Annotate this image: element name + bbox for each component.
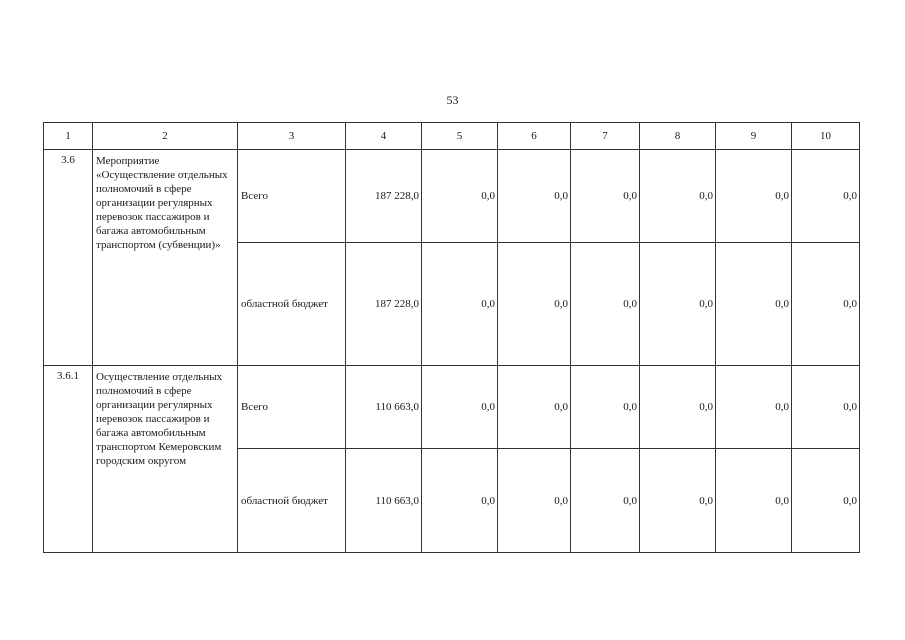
value-cell: 0,0 — [422, 150, 498, 243]
column-header: 5 — [422, 123, 498, 150]
value-cell: 0,0 — [498, 366, 571, 449]
funding-source: Всего — [238, 150, 346, 243]
item-title: Осуществление отдельных полномочий в сфере организации регулярных перевозок пассажиров и багажа автомобильным транспортом Кемеровским городским округом — [93, 366, 238, 553]
table-row — [44, 366, 860, 449]
funding-source: областной бюджет — [238, 243, 346, 366]
budget-table — [43, 122, 860, 553]
value-cell: 0,0 — [792, 449, 860, 553]
column-header: 9 — [716, 123, 792, 150]
value-cell: 0,0 — [716, 243, 792, 366]
value-cell: 0,0 — [498, 243, 571, 366]
value-cell: 0,0 — [716, 449, 792, 553]
value-cell: 0,0 — [792, 243, 860, 366]
value-cell: 0,0 — [571, 150, 640, 243]
item-title: Мероприятие «Осуществление отдельных полномочий в сфере организации регулярных перевозок пассажиров и багажа автомобильным транспортом (субвенции)» — [93, 150, 238, 366]
item-code: 3.6.1 — [44, 366, 93, 553]
value-cell: 0,0 — [640, 243, 716, 366]
value-cell: 110 663,0 — [346, 366, 422, 449]
column-header: 6 — [498, 123, 571, 150]
value-cell: 0,0 — [716, 366, 792, 449]
column-header: 3 — [238, 123, 346, 150]
value-cell: 187 228,0 — [346, 243, 422, 366]
value-cell: 0,0 — [498, 150, 571, 243]
column-header: 4 — [346, 123, 422, 150]
column-header: 10 — [792, 123, 860, 150]
value-cell: 0,0 — [422, 243, 498, 366]
value-cell: 0,0 — [640, 366, 716, 449]
value-cell: 0,0 — [792, 366, 860, 449]
item-code: 3.6 — [44, 150, 93, 366]
value-cell: 0,0 — [498, 449, 571, 553]
value-cell: 110 663,0 — [346, 449, 422, 553]
table-row — [44, 150, 860, 243]
value-cell: 0,0 — [792, 150, 860, 243]
value-cell: 0,0 — [422, 449, 498, 553]
value-cell: 187 228,0 — [346, 150, 422, 243]
column-header: 2 — [93, 123, 238, 150]
funding-source: Всего — [238, 366, 346, 449]
value-cell: 0,0 — [571, 366, 640, 449]
column-header: 8 — [640, 123, 716, 150]
value-cell: 0,0 — [716, 150, 792, 243]
page-number: 53 — [446, 93, 459, 107]
column-header: 7 — [571, 123, 640, 150]
value-cell: 0,0 — [640, 150, 716, 243]
value-cell: 0,0 — [640, 449, 716, 553]
funding-source: областной бюджет — [238, 449, 346, 553]
value-cell: 0,0 — [571, 449, 640, 553]
value-cell: 0,0 — [422, 366, 498, 449]
column-header: 1 — [44, 123, 93, 150]
value-cell: 0,0 — [571, 243, 640, 366]
header-row — [44, 123, 860, 150]
